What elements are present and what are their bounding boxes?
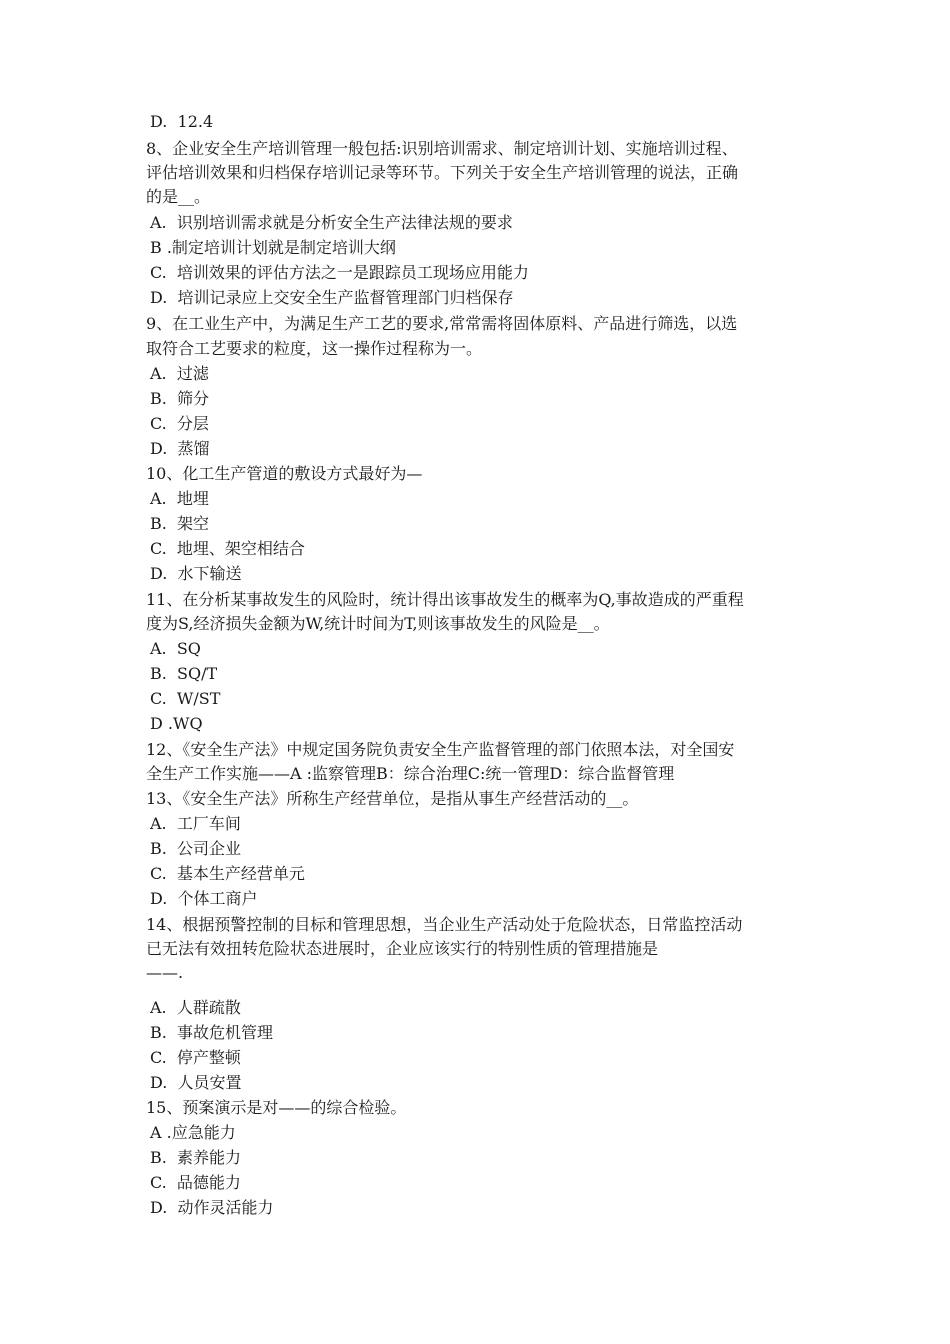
answer-option: B .制定培训计划就是制定培训大纲	[150, 238, 396, 257]
question-text-line: 全生产工作实施——A :监察管理B：综合治理C:统一管理D：综合监督管理	[146, 764, 675, 783]
answer-option: D. 12.4	[150, 112, 214, 131]
answer-option: B. 素养能力	[150, 1148, 242, 1167]
answer-option: D. 个体工商户	[150, 889, 258, 908]
answer-option: C. 基本生产经营单元	[150, 864, 305, 883]
answer-option: A. SQ	[150, 639, 201, 658]
answer-option: C. 分层	[150, 414, 209, 433]
answer-option: D. 培训记录应上交安全生产监督管理部门归档保存	[150, 288, 514, 307]
answer-option: C. 培训效果的评估方法之一是跟踪员工现场应用能力	[150, 263, 529, 282]
answer-option: D .WQ	[150, 714, 203, 733]
answer-option: D. 动作灵活能力	[150, 1198, 274, 1217]
answer-option: D. 蒸馏	[150, 439, 210, 458]
question-text-line: 评估培训效果和归档保存培训记录等环节。下列关于安全生产培训管理的说法，正确	[146, 163, 739, 182]
question-text-line: 8、企业安全生产培训管理一般包括:识别培训需求、制定培训计划、实施培训过程、	[146, 139, 738, 158]
question-text-line: 的是__。	[146, 187, 211, 206]
answer-option: D. 人员安置	[150, 1073, 242, 1092]
question-text-line: 已无法有效扭转危险状态进展时，企业应该实行的特别性质的管理措施是	[146, 939, 659, 958]
answer-option: A. 地埋	[150, 489, 209, 508]
answer-option: A. 工厂车间	[150, 814, 241, 833]
question-text-line: 13、《安全生产法》所称生产经营单位，是指从事生产经营活动的__。	[146, 789, 639, 808]
answer-option: B. SQ/T	[150, 664, 218, 683]
answer-option: A. 过滤	[150, 364, 209, 383]
question-text-line: ——.	[146, 963, 184, 982]
answer-option: C. 品德能力	[150, 1173, 241, 1192]
answer-option: A. 人群疏散	[150, 998, 241, 1017]
answer-option: B. 架空	[150, 514, 210, 533]
answer-option: A .应急能力	[150, 1123, 236, 1142]
question-text-line: 10、化工生产管道的敷设方式最好为—	[146, 464, 423, 483]
question-text-line: 取符合工艺要求的粒度，这一操作过程称为一。	[146, 339, 483, 358]
question-text-line: 14、根据预警控制的目标和管理思想，当企业生产活动处于危险状态，日常监控活动	[146, 915, 743, 934]
question-text-line: 15、预案演示是对——的综合检验。	[146, 1098, 407, 1117]
answer-option: D. 水下输送	[150, 564, 242, 583]
answer-option: B. 公司企业	[150, 839, 242, 858]
question-text-line: 度为S,经济损失金额为W,统计时间为T,则该事故发生的风险是__。	[146, 614, 610, 633]
answer-option: C. W/ST	[150, 689, 221, 708]
answer-option: A. 识别培训需求就是分析安全生产法律法规的要求	[150, 213, 513, 232]
answer-option: C. 停产整顿	[150, 1048, 241, 1067]
question-text-line: 12、《安全生产法》中规定国务院负责安全生产监督管理的部门依照本法，对全国安	[146, 740, 735, 759]
answer-option: B. 事故危机管理	[150, 1023, 274, 1042]
answer-option: C. 地埋、架空相结合	[150, 539, 305, 558]
answer-option: B. 筛分	[150, 389, 210, 408]
question-text-line: 9、在工业生产中，为满足生产工艺的要求,常常需将固体原料、产品进行筛选，以选	[146, 314, 738, 333]
question-text-line: 11、在分析某事故发生的风险时，统计得出该事故发生的概率为Q,事故造成的严重程	[146, 590, 744, 609]
